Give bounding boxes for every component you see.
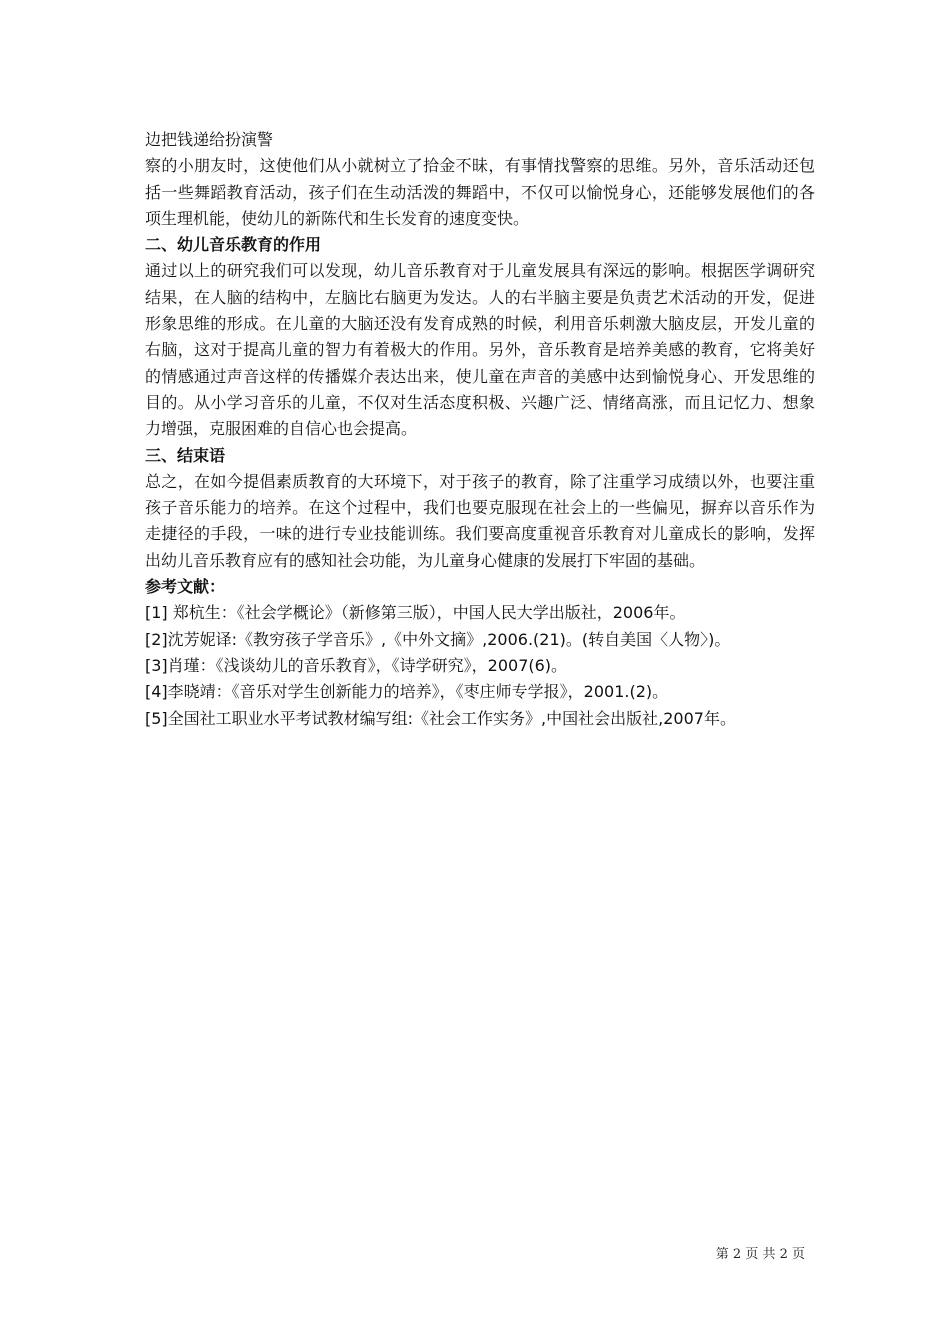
- section-heading-conclusion: 三、结束语: [145, 445, 226, 465]
- fragment-line: 边把钱递给扮演警: [145, 130, 274, 149]
- page-number: 第 2 页 共 2 页: [715, 1247, 805, 1262]
- references-heading: 参考文献：: [145, 577, 226, 597]
- reference-item: [3]肖瑾：《浅谈幼儿的音乐教育》，《诗学研究》，2007(6)。: [145, 655, 568, 675]
- intro-paragraph: 察的小朋友时，这使他们从小就树立了拾金不昧，有事情找警察的思维。另外，音乐活动还包括一些舞蹈教育活动，孩子们在生动活泼的舞蹈中，不仅可以愉悦身心，还能够发展他们的各项生理机能，使幼儿的新陈代和生长发育的速度变快。: [145, 156, 815, 228]
- section-role-paragraph: 通过以上的研究我们可以发现，幼儿音乐教育对于儿童发展具有深远的影响。根据医学调研究结果，在人脑的结构中，左脑比右脑更为发达。人的右半脑主要是负责艺术活动的开发，促进形象思维的形成。在儿童的大脑还没有发育成熟的时候，利用音乐刺激大脑皮层，开发儿童的右脑，这对于提高儿童的智力有着极大的作用。另外，音乐教育是培养美感的教育，它将美好的情感通过声音这样的传播媒介表达出来，使儿童在声音的美感中达到愉悦身心、开发思维的目的。从小学习音乐的儿童，不仅对生活态度积极、兴趣广泛、情绪高涨，而且记忆力、想象力增强，克服困难的自信心也会提高。: [145, 261, 815, 439]
- section-heading-role: 二、幼儿音乐教育的作用: [145, 235, 322, 255]
- reference-item: [1] 郑杭生：《社会学概论》（新修第三版），中国人民大学出版社，2006年。: [145, 603, 686, 623]
- reference-list: [145, 600, 815, 731]
- reference-item: [5]全国社工职业水平考试教材编写组:《社会工作实务》,中国社会出版社,2007年。: [145, 708, 736, 728]
- document-body: [145, 127, 815, 732]
- reference-item: [2]沈芳妮译:《教穷孩子学音乐》,《中外文摘》,2006.(21)。(转自美国〈人物〉)。: [145, 629, 731, 649]
- reference-item: [4]李晓靖：《音乐对学生创新能力的培养》，《枣庄师专学报》，2001.(2)。: [145, 682, 669, 702]
- section-conclusion-paragraph: 总之，在如今提倡素质教育的大环境下，对于孩子的教育，除了注重学习成绩以外，也要注重孩子音乐能力的培养。在这个过程中，我们也要克服现在社会上的一些偏见，摒弃以音乐作为走捷径的手段，一味的进行专业技能训练。我们要高度重视音乐教育对儿童成长的影响，发挥出幼儿音乐教育应有的感知社会功能，为儿童身心健康的发展打下牢固的基础。: [145, 471, 815, 570]
